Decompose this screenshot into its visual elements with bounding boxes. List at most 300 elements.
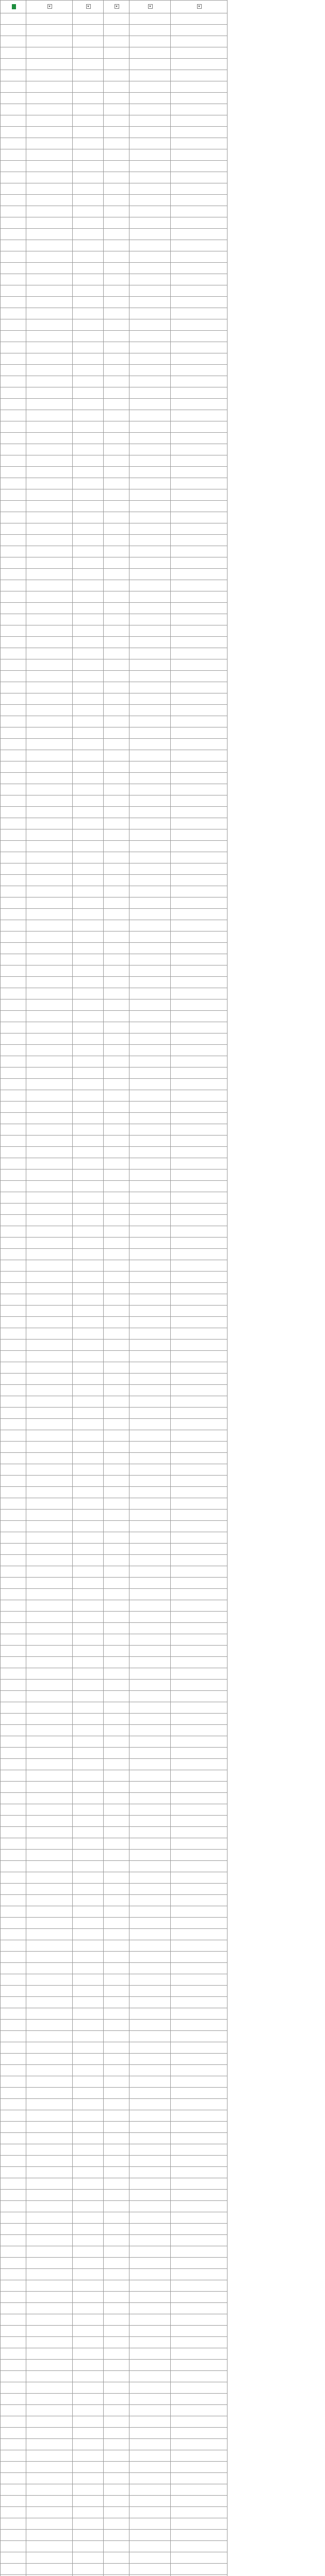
cell-code[interactable] bbox=[104, 1748, 129, 1759]
cell-status[interactable] bbox=[171, 1464, 228, 1476]
cell-code[interactable] bbox=[104, 1317, 129, 1328]
cell-name[interactable] bbox=[26, 1192, 73, 1204]
cell-status[interactable] bbox=[171, 977, 228, 988]
cell-amount[interactable] bbox=[129, 841, 171, 852]
cell-code[interactable] bbox=[104, 2541, 129, 2552]
cell-village[interactable] bbox=[1, 1226, 26, 1238]
cell-village[interactable] bbox=[1, 591, 26, 603]
cell-name[interactable] bbox=[26, 1804, 73, 1816]
cell-village[interactable] bbox=[1, 863, 26, 875]
cell-code[interactable] bbox=[104, 1827, 129, 1838]
cell-village[interactable] bbox=[1, 2144, 26, 2156]
cell-village[interactable] bbox=[1, 2054, 26, 2065]
cell-village[interactable] bbox=[1, 1816, 26, 1827]
cell-amount[interactable] bbox=[129, 795, 171, 807]
cell-code[interactable] bbox=[104, 761, 129, 773]
table-row[interactable] bbox=[1, 1816, 228, 1827]
cell-status[interactable] bbox=[171, 1929, 228, 1940]
cell-amount[interactable] bbox=[129, 2428, 171, 2439]
cell-village[interactable] bbox=[1, 365, 26, 376]
cell-amount[interactable] bbox=[129, 1408, 171, 1419]
cell-relation[interactable] bbox=[73, 614, 104, 625]
cell-status[interactable] bbox=[171, 1555, 228, 1566]
cell-amount[interactable] bbox=[129, 1113, 171, 1124]
cell-village[interactable] bbox=[1, 977, 26, 988]
cell-amount[interactable] bbox=[129, 149, 171, 161]
cell-village[interactable] bbox=[1, 2178, 26, 2190]
cell-relation[interactable] bbox=[73, 1793, 104, 1804]
cell-relation[interactable] bbox=[73, 2314, 104, 2326]
cell-relation[interactable] bbox=[73, 2110, 104, 2122]
cell-amount[interactable] bbox=[129, 954, 171, 965]
cell-status[interactable] bbox=[171, 2280, 228, 2292]
cell-status[interactable] bbox=[171, 1952, 228, 1963]
cell-name[interactable] bbox=[26, 1986, 73, 1997]
cell-village[interactable] bbox=[1, 784, 26, 795]
cell-status[interactable] bbox=[171, 773, 228, 784]
cell-village[interactable] bbox=[1, 1045, 26, 1056]
cell-code[interactable] bbox=[104, 546, 129, 557]
cell-code[interactable] bbox=[104, 1306, 129, 1317]
cell-village[interactable] bbox=[1, 716, 26, 727]
cell-village[interactable] bbox=[1, 1827, 26, 1838]
cell-name[interactable] bbox=[26, 1294, 73, 1306]
cell-relation[interactable] bbox=[73, 1895, 104, 1906]
cell-amount[interactable] bbox=[129, 2133, 171, 2144]
cell-name[interactable] bbox=[26, 2439, 73, 2450]
cell-village[interactable] bbox=[1, 1623, 26, 1634]
cell-status[interactable] bbox=[171, 331, 228, 342]
cell-code[interactable] bbox=[104, 115, 129, 127]
cell-village[interactable] bbox=[1, 501, 26, 512]
table-row[interactable] bbox=[1, 1442, 228, 1453]
cell-status[interactable] bbox=[171, 1702, 228, 1714]
cell-village[interactable] bbox=[1, 999, 26, 1011]
cell-relation[interactable] bbox=[73, 1759, 104, 1770]
cell-code[interactable] bbox=[104, 25, 129, 36]
cell-status[interactable] bbox=[171, 2190, 228, 2201]
cell-name[interactable] bbox=[26, 1555, 73, 1566]
cell-name[interactable] bbox=[26, 875, 73, 886]
cell-village[interactable] bbox=[1, 149, 26, 161]
cell-amount[interactable] bbox=[129, 1147, 171, 1158]
cell-village[interactable] bbox=[1, 1838, 26, 1850]
cell-name[interactable] bbox=[26, 444, 73, 455]
cell-code[interactable] bbox=[104, 36, 129, 47]
cell-name[interactable] bbox=[26, 546, 73, 557]
table-row[interactable] bbox=[1, 1419, 228, 1430]
cell-code[interactable] bbox=[104, 308, 129, 319]
cell-name[interactable] bbox=[26, 2178, 73, 2190]
table-row[interactable] bbox=[1, 1238, 228, 1249]
cell-relation[interactable] bbox=[73, 1725, 104, 1736]
cell-code[interactable] bbox=[104, 2110, 129, 2122]
cell-amount[interactable] bbox=[129, 1657, 171, 1668]
cell-relation[interactable] bbox=[73, 1419, 104, 1430]
cell-code[interactable] bbox=[104, 1158, 129, 1170]
cell-status[interactable] bbox=[171, 1872, 228, 1884]
cell-status[interactable] bbox=[171, 1884, 228, 1895]
cell-code[interactable] bbox=[104, 1419, 129, 1430]
cell-status[interactable] bbox=[171, 1906, 228, 1918]
cell-name[interactable] bbox=[26, 501, 73, 512]
cell-village[interactable] bbox=[1, 2190, 26, 2201]
cell-status[interactable] bbox=[171, 1079, 228, 1090]
cell-relation[interactable] bbox=[73, 1476, 104, 1487]
cell-village[interactable] bbox=[1, 308, 26, 319]
table-row[interactable] bbox=[1, 1555, 228, 1566]
cell-amount[interactable] bbox=[129, 2314, 171, 2326]
cell-code[interactable] bbox=[104, 1532, 129, 1544]
table-row[interactable] bbox=[1, 387, 228, 399]
cell-name[interactable] bbox=[26, 659, 73, 671]
cell-village[interactable] bbox=[1, 739, 26, 750]
cell-village[interactable] bbox=[1, 25, 26, 36]
cell-code[interactable] bbox=[104, 943, 129, 954]
cell-relation[interactable] bbox=[73, 954, 104, 965]
cell-status[interactable] bbox=[171, 183, 228, 195]
cell-status[interactable] bbox=[171, 897, 228, 909]
cell-status[interactable] bbox=[171, 274, 228, 285]
cell-name[interactable] bbox=[26, 1929, 73, 1940]
cell-status[interactable] bbox=[171, 603, 228, 614]
cell-relation[interactable] bbox=[73, 1782, 104, 1793]
cell-name[interactable] bbox=[26, 1578, 73, 1589]
cell-village[interactable] bbox=[1, 1419, 26, 1430]
table-row[interactable] bbox=[1, 1997, 228, 2008]
cell-code[interactable] bbox=[104, 172, 129, 183]
cell-relation[interactable] bbox=[73, 353, 104, 365]
cell-village[interactable] bbox=[1, 1544, 26, 1555]
cell-village[interactable] bbox=[1, 2371, 26, 2382]
cell-status[interactable] bbox=[171, 1838, 228, 1850]
table-row[interactable] bbox=[1, 1770, 228, 1782]
table-row[interactable] bbox=[1, 1328, 228, 1340]
cell-relation[interactable] bbox=[73, 648, 104, 659]
cell-name[interactable] bbox=[26, 1793, 73, 1804]
cell-relation[interactable] bbox=[73, 2382, 104, 2394]
table-row[interactable] bbox=[1, 489, 228, 501]
cell-amount[interactable] bbox=[129, 1487, 171, 1498]
table-row[interactable] bbox=[1, 773, 228, 784]
cell-amount[interactable] bbox=[129, 2518, 171, 2530]
cell-code[interactable] bbox=[104, 1884, 129, 1895]
cell-name[interactable] bbox=[26, 1952, 73, 1963]
table-row[interactable] bbox=[1, 195, 228, 206]
cell-relation[interactable] bbox=[73, 1124, 104, 1136]
cell-code[interactable] bbox=[104, 365, 129, 376]
cell-amount[interactable] bbox=[129, 1816, 171, 1827]
table-row[interactable] bbox=[1, 1702, 228, 1714]
cell-amount[interactable] bbox=[129, 206, 171, 217]
cell-relation[interactable] bbox=[73, 1532, 104, 1544]
cell-amount[interactable] bbox=[129, 2507, 171, 2518]
cell-relation[interactable] bbox=[73, 1963, 104, 1974]
cell-name[interactable] bbox=[26, 1510, 73, 1521]
cell-code[interactable] bbox=[104, 421, 129, 433]
table-row[interactable] bbox=[1, 1181, 228, 1192]
cell-name[interactable] bbox=[26, 1498, 73, 1510]
cell-status[interactable] bbox=[171, 1691, 228, 1702]
table-row[interactable] bbox=[1, 1249, 228, 1260]
cell-name[interactable] bbox=[26, 1340, 73, 1351]
cell-amount[interactable] bbox=[129, 920, 171, 931]
cell-code[interactable] bbox=[104, 1408, 129, 1419]
cell-relation[interactable] bbox=[73, 13, 104, 25]
cell-amount[interactable] bbox=[129, 1906, 171, 1918]
cell-amount[interactable] bbox=[129, 1385, 171, 1396]
cell-status[interactable] bbox=[171, 1294, 228, 1306]
cell-amount[interactable] bbox=[129, 2167, 171, 2178]
table-row[interactable] bbox=[1, 70, 228, 81]
cell-amount[interactable] bbox=[129, 2065, 171, 2076]
cell-name[interactable] bbox=[26, 2156, 73, 2167]
cell-status[interactable] bbox=[171, 1215, 228, 1226]
cell-amount[interactable] bbox=[129, 999, 171, 1011]
table-row[interactable] bbox=[1, 1033, 228, 1045]
cell-relation[interactable] bbox=[73, 1680, 104, 1691]
cell-name[interactable] bbox=[26, 841, 73, 852]
cell-code[interactable] bbox=[104, 1872, 129, 1884]
cell-status[interactable] bbox=[171, 1385, 228, 1396]
cell-status[interactable] bbox=[171, 1181, 228, 1192]
cell-name[interactable] bbox=[26, 1827, 73, 1838]
cell-status[interactable] bbox=[171, 2122, 228, 2133]
cell-amount[interactable] bbox=[129, 1929, 171, 1940]
cell-status[interactable] bbox=[171, 1816, 228, 1827]
cell-amount[interactable] bbox=[129, 2564, 171, 2575]
cell-village[interactable] bbox=[1, 13, 26, 25]
table-row[interactable] bbox=[1, 285, 228, 297]
cell-status[interactable] bbox=[171, 467, 228, 478]
cell-status[interactable] bbox=[171, 761, 228, 773]
table-row[interactable] bbox=[1, 795, 228, 807]
cell-relation[interactable] bbox=[73, 1351, 104, 1362]
cell-relation[interactable] bbox=[73, 1362, 104, 1374]
cell-name[interactable] bbox=[26, 818, 73, 829]
cell-relation[interactable] bbox=[73, 1306, 104, 1317]
cell-name[interactable] bbox=[26, 1385, 73, 1396]
cell-amount[interactable] bbox=[129, 512, 171, 523]
cell-amount[interactable] bbox=[129, 2008, 171, 2020]
cell-village[interactable] bbox=[1, 1986, 26, 1997]
cell-relation[interactable] bbox=[73, 1317, 104, 1328]
cell-amount[interactable] bbox=[129, 671, 171, 682]
cell-relation[interactable] bbox=[73, 863, 104, 875]
cell-code[interactable] bbox=[104, 1589, 129, 1600]
table-row[interactable] bbox=[1, 1895, 228, 1906]
cell-code[interactable] bbox=[104, 1351, 129, 1362]
table-row[interactable] bbox=[1, 478, 228, 489]
table-row[interactable] bbox=[1, 2405, 228, 2416]
cell-relation[interactable] bbox=[73, 1929, 104, 1940]
cell-name[interactable] bbox=[26, 2382, 73, 2394]
cell-status[interactable] bbox=[171, 2462, 228, 2473]
cell-village[interactable] bbox=[1, 1634, 26, 1646]
cell-amount[interactable] bbox=[129, 1396, 171, 1408]
cell-name[interactable] bbox=[26, 977, 73, 988]
cell-relation[interactable] bbox=[73, 897, 104, 909]
cell-name[interactable] bbox=[26, 1589, 73, 1600]
table-row[interactable] bbox=[1, 1657, 228, 1668]
cell-relation[interactable] bbox=[73, 1215, 104, 1226]
cell-village[interactable] bbox=[1, 421, 26, 433]
cell-code[interactable] bbox=[104, 2212, 129, 2224]
cell-amount[interactable] bbox=[129, 1430, 171, 1442]
cell-relation[interactable] bbox=[73, 127, 104, 138]
cell-name[interactable] bbox=[26, 716, 73, 727]
cell-status[interactable] bbox=[171, 2246, 228, 2258]
cell-code[interactable] bbox=[104, 841, 129, 852]
cell-name[interactable] bbox=[26, 807, 73, 818]
cell-relation[interactable] bbox=[73, 2450, 104, 2462]
cell-code[interactable] bbox=[104, 161, 129, 172]
cell-amount[interactable] bbox=[129, 637, 171, 648]
cell-amount[interactable] bbox=[129, 1045, 171, 1056]
cell-code[interactable] bbox=[104, 1045, 129, 1056]
cell-status[interactable] bbox=[171, 1022, 228, 1033]
table-row[interactable] bbox=[1, 739, 228, 750]
cell-relation[interactable] bbox=[73, 376, 104, 387]
cell-relation[interactable] bbox=[73, 784, 104, 795]
cell-name[interactable] bbox=[26, 36, 73, 47]
cell-code[interactable] bbox=[104, 2099, 129, 2110]
cell-relation[interactable] bbox=[73, 2428, 104, 2439]
cell-status[interactable] bbox=[171, 2428, 228, 2439]
cell-code[interactable] bbox=[104, 93, 129, 104]
cell-village[interactable] bbox=[1, 1408, 26, 1419]
table-row[interactable] bbox=[1, 2371, 228, 2382]
cell-amount[interactable] bbox=[129, 1170, 171, 1181]
cell-relation[interactable] bbox=[73, 1714, 104, 1725]
cell-name[interactable] bbox=[26, 1147, 73, 1158]
cell-name[interactable] bbox=[26, 739, 73, 750]
cell-code[interactable] bbox=[104, 2394, 129, 2405]
cell-status[interactable] bbox=[171, 682, 228, 693]
table-row[interactable] bbox=[1, 1793, 228, 1804]
cell-village[interactable] bbox=[1, 2394, 26, 2405]
cell-relation[interactable] bbox=[73, 603, 104, 614]
table-row[interactable] bbox=[1, 1362, 228, 1374]
cell-name[interactable] bbox=[26, 1022, 73, 1033]
cell-village[interactable] bbox=[1, 1396, 26, 1408]
cell-village[interactable] bbox=[1, 1430, 26, 1442]
cell-code[interactable] bbox=[104, 1340, 129, 1351]
table-row[interactable] bbox=[1, 886, 228, 897]
cell-relation[interactable] bbox=[73, 1986, 104, 1997]
cell-name[interactable] bbox=[26, 319, 73, 331]
cell-name[interactable] bbox=[26, 886, 73, 897]
cell-village[interactable] bbox=[1, 127, 26, 138]
cell-village[interactable] bbox=[1, 2428, 26, 2439]
table-row[interactable] bbox=[1, 1215, 228, 1226]
table-row[interactable] bbox=[1, 2530, 228, 2541]
cell-amount[interactable] bbox=[129, 965, 171, 977]
cell-amount[interactable] bbox=[129, 1850, 171, 1861]
cell-relation[interactable] bbox=[73, 1022, 104, 1033]
cell-village[interactable] bbox=[1, 1940, 26, 1952]
cell-status[interactable] bbox=[171, 2303, 228, 2314]
cell-village[interactable] bbox=[1, 546, 26, 557]
cell-name[interactable] bbox=[26, 1170, 73, 1181]
cell-code[interactable] bbox=[104, 648, 129, 659]
cell-relation[interactable] bbox=[73, 217, 104, 229]
cell-status[interactable] bbox=[171, 1487, 228, 1498]
column-header-name[interactable] bbox=[26, 1, 73, 13]
cell-village[interactable] bbox=[1, 2326, 26, 2337]
cell-relation[interactable] bbox=[73, 1374, 104, 1385]
cell-amount[interactable] bbox=[129, 2190, 171, 2201]
cell-relation[interactable] bbox=[73, 671, 104, 682]
cell-relation[interactable] bbox=[73, 1056, 104, 1067]
cell-code[interactable] bbox=[104, 1181, 129, 1192]
cell-status[interactable] bbox=[171, 1918, 228, 1929]
table-row[interactable] bbox=[1, 1396, 228, 1408]
cell-amount[interactable] bbox=[129, 1510, 171, 1521]
cell-name[interactable] bbox=[26, 1215, 73, 1226]
cell-status[interactable] bbox=[171, 1861, 228, 1872]
cell-status[interactable] bbox=[171, 2564, 228, 2575]
table-row[interactable] bbox=[1, 229, 228, 240]
cell-status[interactable] bbox=[171, 47, 228, 59]
cell-relation[interactable] bbox=[73, 1997, 104, 2008]
cell-village[interactable] bbox=[1, 376, 26, 387]
cell-amount[interactable] bbox=[129, 761, 171, 773]
cell-amount[interactable] bbox=[129, 1974, 171, 1986]
cell-village[interactable] bbox=[1, 1532, 26, 1544]
cell-village[interactable] bbox=[1, 1317, 26, 1328]
cell-name[interactable] bbox=[26, 1861, 73, 1872]
cell-village[interactable] bbox=[1, 523, 26, 535]
cell-code[interactable] bbox=[104, 1646, 129, 1657]
cell-status[interactable] bbox=[171, 1101, 228, 1113]
cell-village[interactable] bbox=[1, 467, 26, 478]
cell-name[interactable] bbox=[26, 1396, 73, 1408]
cell-status[interactable] bbox=[171, 614, 228, 625]
cell-name[interactable] bbox=[26, 2326, 73, 2337]
cell-name[interactable] bbox=[26, 1782, 73, 1793]
cell-code[interactable] bbox=[104, 1124, 129, 1136]
cell-code[interactable] bbox=[104, 2337, 129, 2348]
table-row[interactable] bbox=[1, 501, 228, 512]
cell-amount[interactable] bbox=[129, 2042, 171, 2054]
cell-village[interactable] bbox=[1, 569, 26, 580]
cell-name[interactable] bbox=[26, 1283, 73, 1294]
cell-relation[interactable] bbox=[73, 2099, 104, 2110]
sort-dropdown-icon[interactable] bbox=[47, 4, 52, 9]
cell-amount[interactable] bbox=[129, 2201, 171, 2212]
table-row[interactable] bbox=[1, 36, 228, 47]
cell-relation[interactable] bbox=[73, 251, 104, 263]
cell-village[interactable] bbox=[1, 1600, 26, 1612]
cell-village[interactable] bbox=[1, 1963, 26, 1974]
table-row[interactable] bbox=[1, 2133, 228, 2144]
cell-relation[interactable] bbox=[73, 2088, 104, 2099]
cell-relation[interactable] bbox=[73, 1067, 104, 1079]
cell-village[interactable] bbox=[1, 1521, 26, 1532]
cell-relation[interactable] bbox=[73, 2518, 104, 2530]
cell-relation[interactable] bbox=[73, 410, 104, 421]
cell-status[interactable] bbox=[171, 999, 228, 1011]
cell-code[interactable] bbox=[104, 2371, 129, 2382]
cell-relation[interactable] bbox=[73, 1702, 104, 1714]
cell-village[interactable] bbox=[1, 2564, 26, 2575]
table-row[interactable] bbox=[1, 818, 228, 829]
cell-amount[interactable] bbox=[129, 1691, 171, 1702]
cell-amount[interactable] bbox=[129, 2303, 171, 2314]
table-row[interactable] bbox=[1, 1974, 228, 1986]
cell-code[interactable] bbox=[104, 455, 129, 467]
